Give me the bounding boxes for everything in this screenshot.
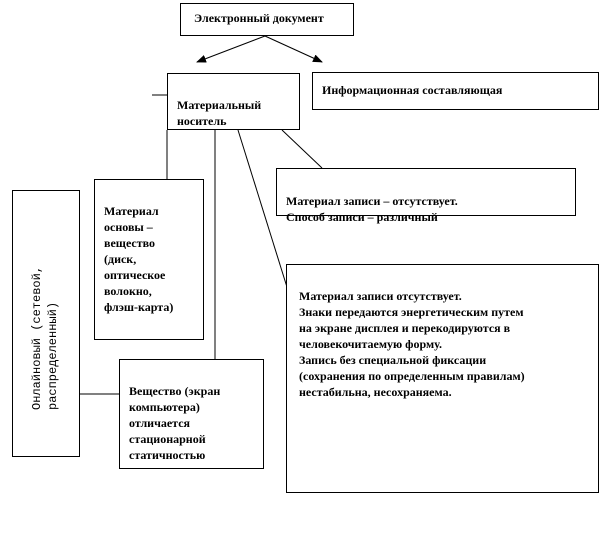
node-screen-substance (119, 359, 264, 469)
node-info-component (312, 72, 599, 110)
node-material-carrier-label: Материальный носитель (177, 98, 262, 128)
arrow-to-info-component (265, 36, 322, 62)
node-info-component-label: Информационная составляющая (322, 83, 503, 97)
root-node-electronic-document (180, 3, 354, 36)
node-online-label: Онлайновый (сетевой, распределенный) (30, 265, 60, 410)
root-node-label: Электронный документ (194, 11, 324, 25)
node-record-material-absent (276, 168, 576, 224)
node-energy-transfer-label: Материал записи отсутствует. Знаки передаются энергетическим путем на экране дисплея и перекодируются в человекочитаемую форму. Запись без специальной фиксации (сохранения по определенным правилам) нестабильна, несохраняема. (299, 289, 525, 399)
node-base-material-label: Материал основы – вещество (диск, оптическое волокно, флэш-карта) (104, 204, 174, 314)
node-base-material (94, 179, 204, 340)
arrow-to-material-carrier (197, 36, 265, 62)
node-material-carrier (167, 73, 300, 130)
node-screen-substance-label: Вещество (экран компьютера) отличается стационарной статичностью (129, 384, 221, 462)
node-record-material-absent-label: Материал записи – отсутствует. Способ записи – различный (286, 194, 458, 224)
node-energy-transfer (286, 264, 599, 493)
